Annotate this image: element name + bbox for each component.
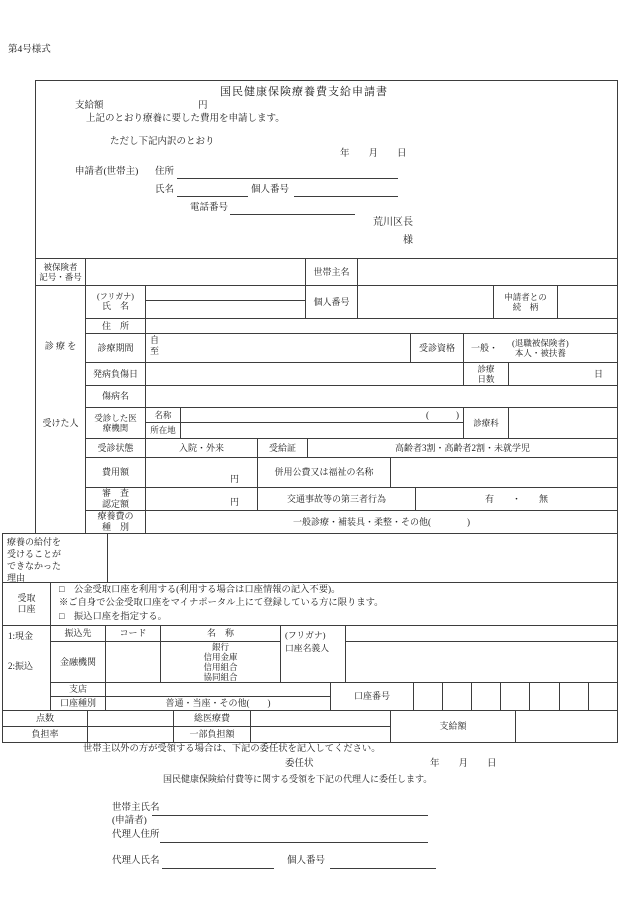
reason-label-line2: 受けることが [7, 549, 62, 559]
receiving-account-label [2, 582, 51, 626]
designate-account-checkbox[interactable]: □ 振込口座を指定する。 [59, 611, 167, 622]
review-amount-label-line2: 認定額 [101, 499, 129, 509]
applicant-personal-number-line[interactable] [294, 196, 398, 197]
form-title: 国民健康保険療養費支給申請書 [220, 86, 388, 98]
application-date-line: 年 月 日 [340, 149, 407, 159]
cost-field[interactable] [145, 457, 258, 488]
account-type-label: 口座種別 [50, 696, 106, 711]
form-code: 第4号様式 [8, 45, 51, 55]
qualification-general-option: 一般・ [471, 342, 499, 353]
public-expense-label: 併用公費又は福祉の名称 [257, 457, 391, 488]
treatment-days-field[interactable] [508, 362, 618, 386]
receiving-account-label-line2: 口座 [17, 604, 36, 614]
patient-name-field[interactable] [145, 300, 306, 319]
account-number-digit-box[interactable] [529, 682, 560, 711]
institution-label-line1: 受診した医 [94, 412, 137, 423]
reason-field[interactable] [107, 533, 618, 583]
phone-label: 電話番号 [190, 203, 229, 213]
institution-label-line2: 療機関 [102, 423, 129, 433]
bank-name-label: 名 称 [160, 625, 281, 642]
patient-section-label-top: 診 療 を [44, 341, 77, 351]
account-number-digit-box[interactable] [413, 682, 443, 711]
days-unit-label: 日 [593, 368, 603, 379]
account-type-options: 普通・当座・その他( ) [105, 696, 331, 711]
treatment-days-label [463, 362, 509, 386]
account-holder-label [280, 625, 346, 683]
onset-date-label: 発病負傷日 [85, 362, 146, 386]
burden-rate-field[interactable] [87, 726, 174, 743]
branch-field[interactable] [105, 682, 331, 697]
total-medical-cost-label: 総医療費 [173, 710, 251, 727]
proxy-applicant-note: (申請者) [112, 816, 147, 826]
proxy-personal-number-line[interactable] [330, 868, 436, 869]
benefit-type-label-line1: 療養費の [97, 511, 134, 522]
certificate-label: 受給証 [257, 438, 308, 458]
payment-method-label [2, 625, 51, 711]
payment-method-cash: 1:現金 [8, 631, 34, 641]
treatment-days-label-line1: 診療 [477, 363, 495, 374]
amount-unit-label: 円 [198, 101, 208, 111]
patient-furigana-field[interactable] [145, 285, 306, 301]
disease-name-label: 傷病名 [85, 385, 146, 408]
certificate-options: 高齢者3割・高齢者2割・未就学児 [307, 438, 618, 458]
proxy-name-line[interactable] [162, 868, 274, 869]
relation-label [493, 285, 558, 319]
patient-section-label-bottom: 受けた人 [42, 418, 79, 428]
breakdown-note: ただし下記内訳のとおり [110, 137, 215, 147]
patient-address-label: 住 所 [85, 318, 146, 334]
institution-name-paren: ( ) [426, 409, 459, 420]
proxy-householder-name-line[interactable] [152, 815, 428, 816]
patient-name-label [85, 285, 146, 319]
honorific: 様 [403, 235, 413, 246]
public-account-checkbox[interactable]: □ 公金受取口座を利用する(利用する場合は口座情報の記入不要)。 [59, 584, 341, 595]
phone-line[interactable] [230, 214, 355, 215]
householder-name-field[interactable] [357, 258, 618, 286]
benefit-type-label [85, 510, 146, 534]
account-number-label: 口座番号 [330, 682, 414, 711]
visit-type-options: 入院・外来 [145, 438, 258, 458]
proxy-householder-name-label: 世帯主氏名 [112, 803, 160, 813]
branch-label: 支店 [50, 682, 106, 697]
treatment-period-field[interactable] [145, 333, 411, 363]
proxy-address-label: 代理人住所 [112, 830, 160, 840]
period-from-label: 自 [150, 335, 160, 345]
reason-label-line3: できなかった [7, 561, 62, 571]
payment-amount-label: 支給額 [390, 710, 516, 743]
institution-label [85, 407, 146, 439]
reason-label-line4: 理由 [7, 573, 26, 583]
reason-label-line1: 療養の給付を [7, 537, 62, 547]
treatment-period-label: 診療期間 [85, 333, 146, 363]
proxy-address-line[interactable] [160, 842, 428, 843]
public-account-note: ※ご自身で公金受取口座をマイナポータル上にて登録している方に限ります。 [59, 598, 384, 609]
bank-type-bank: 銀行 [211, 641, 229, 652]
qualification-options [463, 333, 618, 363]
review-unit-label: 円 [229, 497, 239, 508]
bank-type-cooperative: 協同組合 [203, 672, 238, 683]
patient-name-label-line2: 氏 名 [101, 301, 129, 312]
institution-address-label: 所在地 [145, 422, 181, 439]
amount-label: 支給額 [75, 101, 104, 111]
patient-furigana-label: (フリガナ) [97, 291, 134, 301]
public-expense-field[interactable] [390, 457, 618, 488]
bank-code-label: コード [105, 625, 161, 642]
cost-label: 費用額 [85, 457, 146, 488]
qualification-retired-line1: (退職被保険者) [512, 337, 569, 348]
third-party-label: 交通事故等の第三者行為 [257, 487, 416, 511]
proxy-date-line: 年 月 日 [430, 759, 497, 769]
proxy-personal-number-label: 個人番号 [287, 856, 326, 866]
period-to-label: 至 [150, 345, 160, 356]
benefit-type-options: 一般診療・補装具・柔整・その他( ) [145, 510, 618, 534]
qualification-retired-option [512, 338, 569, 358]
declaration-text: 上記のとおり療養に要した費用を申請します。 [86, 114, 285, 124]
department-label: 診療科 [463, 407, 509, 439]
disease-name-field[interactable] [145, 385, 618, 408]
copay-label: 一部負担額 [173, 726, 251, 743]
review-amount-label [85, 487, 146, 511]
mayor-title: 荒川区長 [373, 217, 413, 228]
qualification-label: 受診資格 [410, 333, 464, 363]
account-number-digit-box[interactable] [559, 682, 589, 711]
department-field[interactable] [508, 407, 618, 439]
receiving-account-options [50, 582, 618, 626]
payment-method-transfer: 2:振込 [8, 661, 34, 671]
receiving-account-label-line1: 受取 [17, 593, 36, 604]
cost-unit-label: 円 [229, 474, 239, 485]
applicant-personal-number-label: 個人番号 [251, 185, 290, 195]
treatment-days-label-line2: 日数 [477, 374, 495, 384]
qualification-retired-line2: 本人・被扶養 [514, 348, 566, 358]
applicant-address-line[interactable] [177, 178, 398, 179]
review-amount-field[interactable] [145, 487, 258, 511]
total-medical-cost-field[interactable] [250, 710, 391, 727]
third-party-options: 有 ・ 無 [415, 487, 618, 511]
proxy-statement: 国民健康保険給付費等に関する受領を下記の代理人に委任します。 [163, 774, 433, 784]
institution-name-field[interactable] [180, 407, 464, 423]
insured-number-label-line2: 記号・番号 [39, 272, 82, 282]
proxy-name-label: 代理人氏名 [112, 856, 160, 866]
patient-personal-number-label: 個人番号 [305, 285, 358, 319]
burden-rate-label: 負担率 [2, 726, 88, 743]
relation-label-line1: 申請者との [504, 291, 547, 302]
account-holder-furigana-field[interactable] [345, 625, 618, 642]
account-number-digit-box[interactable] [442, 682, 472, 711]
patient-section-label [35, 285, 86, 534]
review-amount-label-line1: 審 査 [101, 488, 129, 499]
insured-number-field[interactable] [85, 258, 306, 286]
applicant-address-label: 住所 [155, 167, 175, 177]
onset-date-field[interactable] [145, 362, 464, 386]
applicant-label: 申請者(世帯主) [75, 167, 139, 177]
financial-institution-label: 金融機関 [50, 641, 106, 683]
institution-name-label: 名称 [145, 407, 181, 423]
copay-field[interactable] [250, 726, 391, 743]
institution-address-field[interactable] [180, 422, 464, 439]
account-number-digit-box[interactable] [471, 682, 501, 711]
relation-label-line2: 続 柄 [512, 302, 539, 312]
applicant-name-line[interactable] [177, 196, 248, 197]
bank-type-shinkin: 信用金庫 [203, 651, 238, 662]
proxy-instruction: 世帯主以外の方が受領する場合は、下記の委任状を記入してください。 [83, 744, 381, 754]
reason-label [2, 533, 108, 583]
patient-address-field[interactable] [145, 318, 618, 334]
relation-field[interactable] [557, 285, 618, 319]
bank-code-field[interactable] [105, 641, 161, 683]
payment-amount-field[interactable] [515, 710, 618, 743]
visit-type-label: 受診状態 [85, 438, 146, 458]
insured-number-label-line1: 被保険者 [43, 261, 78, 272]
account-holder-furigana-label: (フリガナ) [285, 630, 326, 640]
points-label: 点数 [2, 710, 88, 727]
points-field[interactable] [87, 710, 174, 727]
bank-type-options [160, 641, 281, 683]
account-holder-name-field[interactable] [345, 641, 618, 683]
proxy-title: 委任状 [285, 759, 314, 769]
bank-type-credit-union: 信用組合 [203, 662, 238, 672]
account-holder-label-line2: 口座名義人 [285, 643, 329, 654]
insured-number-label [35, 258, 86, 286]
account-number-digit-box[interactable] [588, 682, 618, 711]
benefit-type-label-line2: 種 別 [101, 522, 129, 532]
payee-label: 振込先 [50, 625, 106, 642]
account-number-digit-box[interactable] [500, 682, 530, 711]
householder-name-label: 世帯主名 [305, 258, 358, 286]
patient-personal-number-field[interactable] [357, 285, 494, 319]
applicant-name-label: 氏名 [155, 185, 175, 195]
